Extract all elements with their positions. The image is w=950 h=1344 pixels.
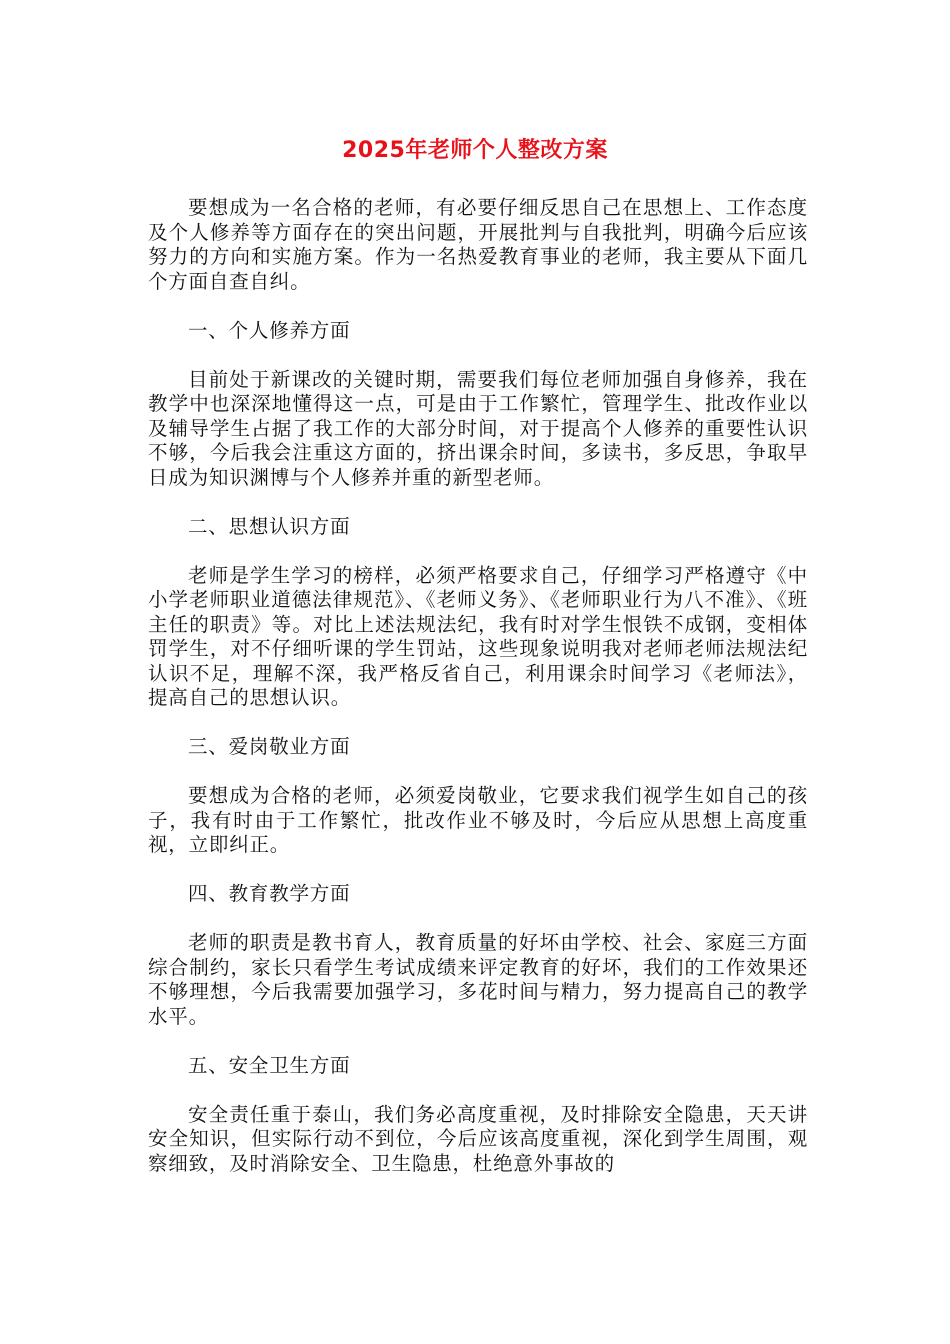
section-text-personal-cultivation: 目前处于新课改的关键时期，需要我们每位老师加强自身修养，我在教学中也深深地懂得这一点，可是由于工作繁忙，管理学生、批改作业以及辅导学生占据了我工作的大部分时间，对于提高个人修养的重要性认识不够，今后我会注重这方面的，挤出课余时间，多读书，多反思，争取早日成为知识渊博与个人修养并重的新型老师。 <box>148 367 808 489</box>
document-body <box>148 196 808 1201</box>
section-heading-education-teaching: 四、教育教学方面 <box>188 882 351 905</box>
section-heading-personal-cultivation: 一、个人修养方面 <box>188 318 351 342</box>
document-title: 2025年老师个人整改方案 <box>342 138 608 163</box>
section-heading-job-dedication: 三、爱岗敬业方面 <box>188 735 351 758</box>
intro-paragraph: 要想成为一名合格的老师，有必要仔细反思自己在思想上、工作态度及个人修养等方面存在的突出问题，开展批判与自我批判，明确今后应该努力的方向和实施方案。作为一名热爱教育事业的老师，我主要从下面几个方面自查自纠。 <box>148 196 808 293</box>
section-heading-ideological-understanding: 二、思想认识方面 <box>188 514 351 538</box>
section-text-safety-hygiene: 安全责任重于泰山，我们务必高度重视，及时排除安全隐患，天天讲安全知识，但实际行动不到位，今后应该高度重视，深化到学生周围，观察细致，及时消除安全、卫生隐患，杜绝意外事故的 <box>148 1102 808 1175</box>
section-text-education-teaching: 老师的职责是教书育人，教育质量的好坏由学校、社会、家庭三方面综合制约，家长只看学生考试成绩来评定教育的好坏，我们的工作效果还不够理想，今后我需要加强学习，多花时间与精力，努力提高自己的教学水平。 <box>148 931 808 1028</box>
section-heading-safety-hygiene: 五、安全卫生方面 <box>188 1053 351 1077</box>
section-text-job-dedication: 要想成为合格的老师，必须爱岗敬业，它要求我们视学生如自己的孩子，我有时由于工作繁忙，批改作业不够及时，今后应从思想上高度重视，立即纠正。 <box>148 784 808 856</box>
section-text-ideological-understanding: 老师是学生学习的榜样，必须严格要求自己，仔细学习严格遵守《中小学老师职业道德法律规范》、《老师义务》、《老师职业行为八不准》、《班主任的职责》等。对比上述法规法纪，我有时对学生恨铁不成钢，变相体罚学生，对不仔细听课的学生罚站，这些现象说明我对老师老师法规法纪认识不足，理解不深，我严格反省自己，利用课余时间学习《老师法》，提高自己的思想认识。 <box>148 563 808 709</box>
